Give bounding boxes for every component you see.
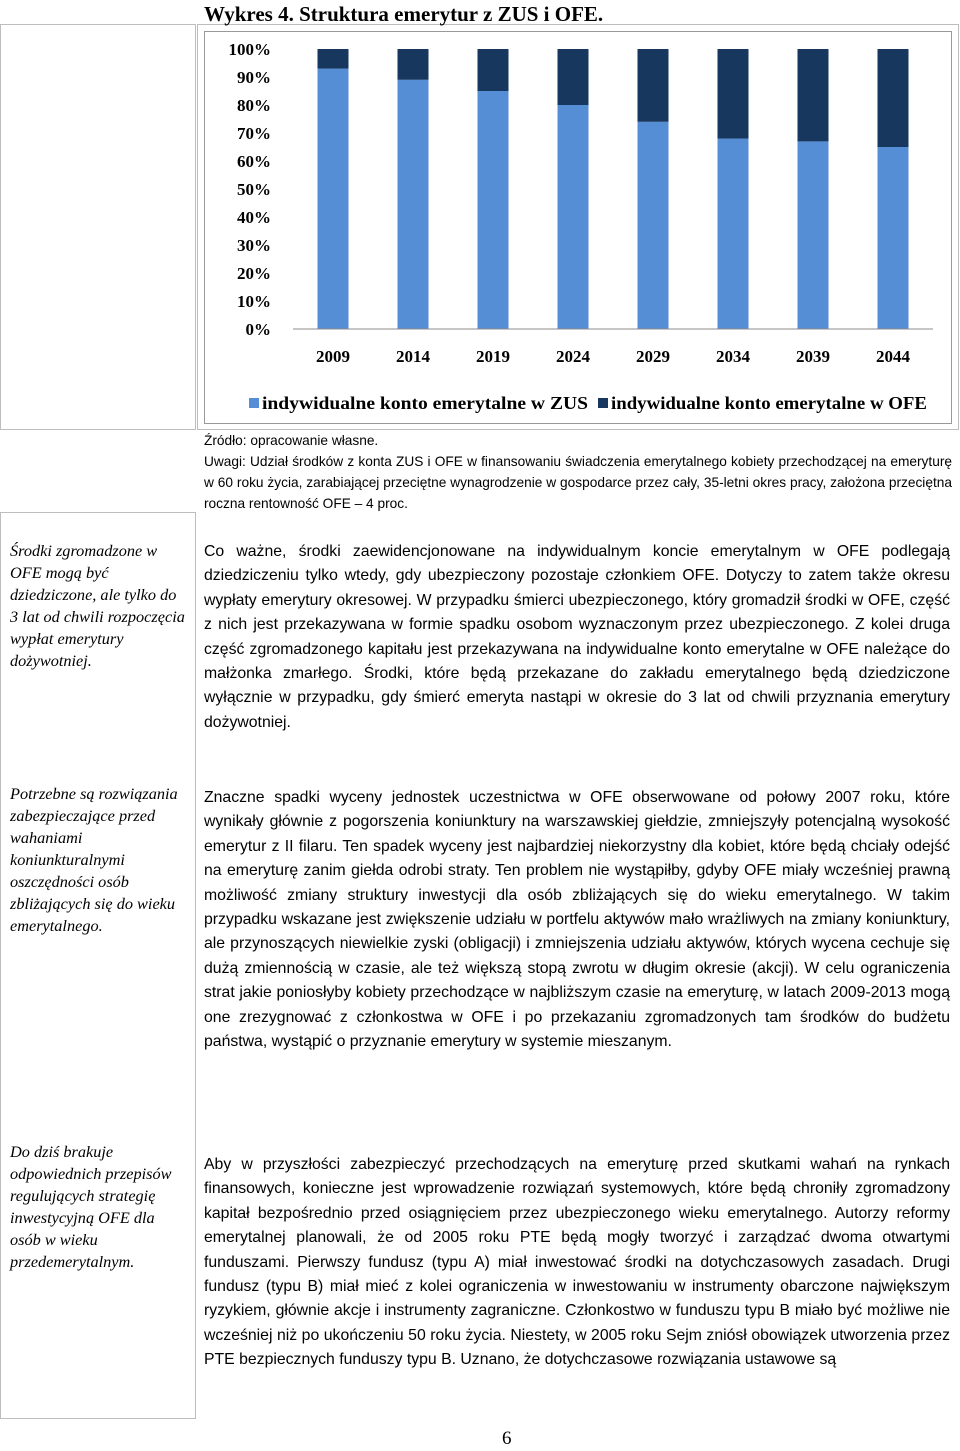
legend-label: indywidualne konto emerytalne w OFE [611,393,927,413]
left-column-frame-top [0,24,196,430]
body-paragraph: Co ważne, środki zaewidencjonowane na indywidualnym koncie emerytalnym w OFE podlegają dziedziczeniu tylko wtedy, gdy ubezpieczony pozostaje członkiem OFE. Dotyczy to zatem także okresu wypłaty emerytury okresowej. W przypadku śmierci ubezpieczonego, który gromadził środki w OFE, część z nich jest przekazywana w formie spadku osobom wyznaczonym przez ubezpieczonego. Z kolei druga część zgromadzonego kapitału jest przekazywana na indywidualne konto emerytalne w OFE należące do małżonka zmarłego. Środki, które będą przekazane do zakładu emerytalnego będą dziedziczone wyłącznie w przypadku, gdy śmierć emeryta nastąpi w okresie do 3 lat od chwili przyznania emerytury dożywotniej. [204,543,950,731]
stacked-bar-chart [205,32,951,423]
bar-segment [318,69,349,329]
y-tick-label: 70% [237,124,271,143]
bar-segment [878,147,909,329]
legend-swatch [249,398,259,408]
chart-note [204,430,952,514]
bars [318,49,909,329]
bar-segment [878,49,909,147]
y-tick-label: 60% [237,152,271,171]
bar-segment [638,122,669,329]
bar-segment [558,49,589,105]
bar-segment [478,91,509,329]
x-tick-label: 2019 [476,347,510,366]
body-paragraph: Aby w przyszłości zabezpieczyć przechodzących na emeryturę przed skutkami wahań na rynkach finansowych, konieczne jest wprowadzenie rozwiązań systemowych, które będą chroniły zgromadzony kapitał bezpośrednio przed osiągnięciem przez ubezpieczonego wieku emerytalnego. Autorzy reformy emerytalnej planowali, że od 2005 roku PTE będą mogły tworzyć i zarządzać dwoma otwartymi funduszami. Pierwszy fundusz (typu A) miał inwestować środki na dotychczasowych zasadach. Drugi fundusz (typu B) miał mieć z kolei ograniczenia w inwestowaniu w instrumenty obarczone największym ryzykiem, głównie akcje i instrumenty zagraniczne. Członkostwo w funduszu typu B miało być możliwe nie wcześniej niż po ukończeniu 50 roku życia. Niestety, w 2005 roku Sejm zniósł obowiązek utworzenia przez PTE bezpiecznych funduszy typu B. Uznano, że dotychczasowe rozwiązania ustawowe są [204,1156,950,1369]
x-tick-label: 2039 [796,347,830,366]
x-tick-label: 2029 [636,347,670,366]
y-axis-labels [229,40,272,339]
bar-segment [798,49,829,141]
y-tick-label: 50% [237,180,271,199]
x-tick-label: 2014 [396,347,430,366]
x-tick-label: 2034 [716,347,750,366]
x-axis-labels [316,347,911,366]
x-tick-label: 2009 [316,347,350,366]
chart-source: Źródło: opracowanie własne. [204,433,379,448]
bar-segment [318,49,349,69]
y-tick-label: 100% [228,40,271,59]
bar-segment [638,49,669,122]
chart-title: Wykres 4. Struktura emerytur z ZUS i OFE. [204,2,604,26]
y-tick-label: 30% [237,236,271,255]
y-tick-label: 40% [237,208,271,227]
body-paragraph: Znaczne spadki wyceny jednostek uczestnictwa w OFE obserwowane od połowy 2007 roku, które wynikały głównie z pogorszenia koniunktury na warszawskiej giełdzie, zmniejszyły potencjalną wysokość emerytur z II filaru. Ten spadek wyceny jest najbardziej niekorzystny dla kobiet, które będą chciały odejść na emeryturę zanim giełda odrobi straty. Ten problem nie wystąpiłby, gdyby OFE miały wcześniej prawną możliwość zmiany struktury inwestycji dla osób zbliżających się do wieku emerytalnego. W takim przypadku wskazane jest zwiększenie udziału w portfelu aktywów mało wrażliwych na zmiany koniunktury, ale przynoszących niewielkie zyski (obligacji) i zmniejszenia udziału aktywów, których wycena cechuje się dużą zmiennością w czasie, ale też większą stopą zwrotu w długim okresie (akcji). W celu ograniczenia strat jakie poniosłyby kobiety przechodzące w najbliższym czasie na emeryturę, w latach 2009-2013 mogą one zrezygnować z członkostwa w OFE i po przekazaniu zgromadzonych tam środków do budżetu państwa, wystąpić o przyznanie emerytury w systemie mieszanym. [204,789,950,1051]
bar-segment [478,49,509,91]
y-tick-label: 0% [245,320,271,339]
chart-container [204,31,952,424]
bar-segment [558,105,589,329]
bar-segment [398,80,429,329]
x-tick-label: 2044 [876,347,910,366]
page-number: 6 [502,1428,512,1449]
bar-segment [718,139,749,329]
y-tick-label: 90% [237,68,271,87]
chart-remarks: Uwagi: Udział środków z konta ZUS i OFE w finansowaniu świadczenia emerytalnego kobiety przechodzącej na emeryturę w 60 roku życia, zarabiającej przeciętne wynagrodzenie w gospodarce przez cały, 35-letni okres pracy, założona przeciętna roczna rentowność OFE – 4 proc. [204,454,952,511]
legend-label: indywidualne konto emerytalne w ZUS [262,393,588,413]
bar-segment [718,49,749,139]
legend [249,393,927,413]
legend-swatch [598,398,608,408]
margin-note-inheritance: Środki zgromadzone w OFE mogą być dziedziczone, ale tylko do 3 lat od chwili rozpoczęcia wypłat emerytury dożywotniej. [10,541,185,670]
y-tick-label: 80% [237,96,271,115]
bar-segment [398,49,429,80]
margin-note-regulations: Do dziś brakuje odpowiednich przepisów regulujących strategię inwestycyjną OFE dla osób w wieku przedemerytalnym. [10,1142,172,1271]
bar-segment [798,141,829,329]
margin-note-protection: Potrzebne są rozwiązania zabezpieczające przed wahaniami koniunkturalnymi oszczędności osób zbliżających się do wieku emerytalnego. [10,784,178,935]
y-tick-label: 10% [237,292,271,311]
x-tick-label: 2024 [556,347,590,366]
y-tick-label: 20% [237,264,271,283]
